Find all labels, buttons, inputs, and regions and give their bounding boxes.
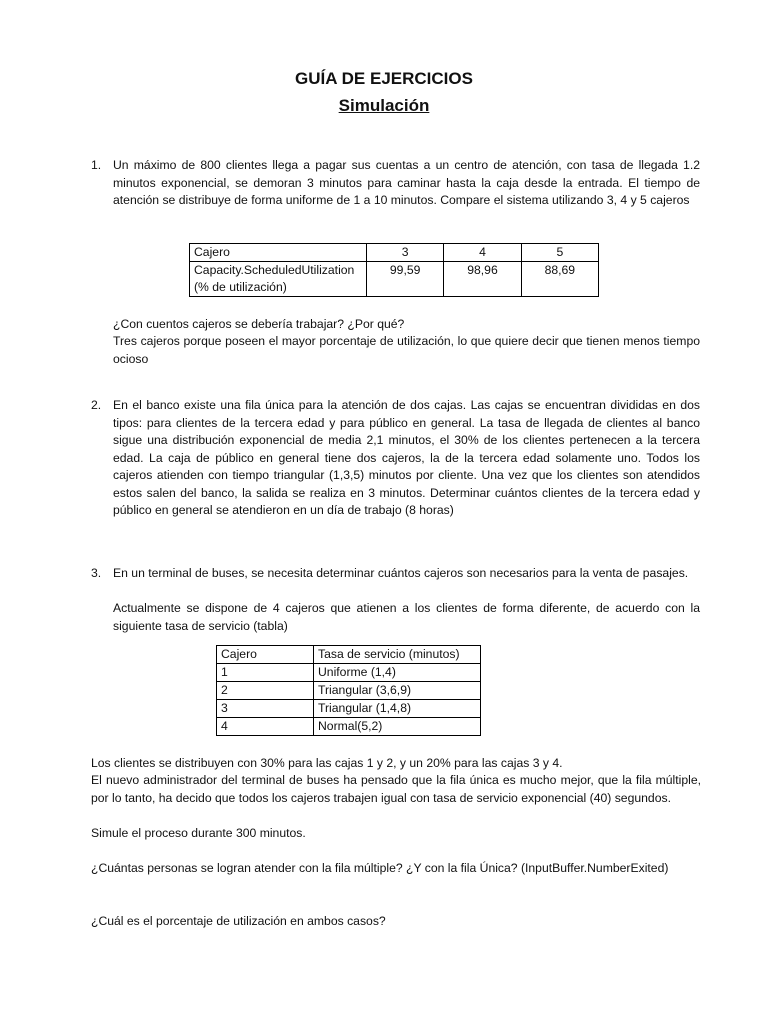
table-row [190, 244, 599, 262]
table-header-cell: Tasa de servicio (minutos) [314, 646, 481, 664]
table-cell: 98,96 [444, 262, 521, 297]
table-header-cell: Cajero [190, 244, 367, 262]
table-row [217, 646, 481, 664]
exercise-3-paragraph-3: Simule el proceso durante 300 minutos. [91, 826, 306, 840]
table-cell: 4 [217, 718, 314, 736]
row-label-line-2: (% de utilización) [194, 280, 287, 294]
exercise-3-text-1: En un terminal de buses, se necesita determinar cuántos cajeros son necesarios para la venta de pasajes. [113, 566, 689, 580]
table-row [217, 718, 481, 736]
table-header-cell: Cajero [217, 646, 314, 664]
exercise-3-question-2: ¿Cuál es el porcentaje de utilización en ambos casos? [91, 914, 386, 928]
table-cell: Triangular (3,6,9) [314, 682, 481, 700]
service-rate-table [216, 645, 481, 736]
table-cell: 2 [217, 682, 314, 700]
exercise-1-question: ¿Con cuentos cajeros se debería trabajar? ¿Por qué? [113, 317, 405, 331]
exercise-3-paragraph-2: El nuevo administrador del terminal de buses ha pensado que la fila única es mucho mejor, que la fila múltiple, por lo tanto, ha decido que todos los cajeros trabajen igual con tasa de servicio exponencial (40) segundos. [91, 773, 701, 805]
exercise-3-number: 3. [91, 566, 102, 580]
document-subtitle: Simulación [338, 96, 430, 115]
utilization-table [189, 243, 599, 297]
table-cell: Triangular (1,4,8) [314, 700, 481, 718]
exercise-2-text: En el banco existe una fila única para la atención de dos cajas. Las cajas se encuentran divididas en dos tipos: para clientes de la tercera edad y para público en general. La tasa de llegada de clientes al banco sigue una distribución exponencial de media 2,1 minutos, el 30% de los clientes pertenecen a la tercera edad. La caja de público en general tiene dos cajeros, la de la tercera edad solamente uno. Todos los cajeros atienden con tiempo triangular (1,3,5) minutos por cliente. Una vez que los clientes son atendidos estos salen del banco, la salida se realiza en 3 minutos. Determinar cuántos clientes de la tercera edad y público en general se atendieron en un día de trabajo (8 horas) [113, 398, 700, 517]
table-row-label [190, 262, 367, 297]
table-header-cell: 5 [521, 244, 598, 262]
table-cell: 99,59 [367, 262, 444, 297]
table-header-cell: 3 [367, 244, 444, 262]
exercise-2-number: 2. [91, 398, 102, 412]
exercise-3-paragraph-1: Los clientes se distribuyen con 30% para las cajas 1 y 2, y un 20% para las cajas 3 y 4. [91, 756, 563, 770]
table-row [217, 664, 481, 682]
table-cell: 88,69 [521, 262, 598, 297]
table-row [217, 700, 481, 718]
exercise-1-answer: Tres cajeros porque poseen el mayor porcentaje de utilización, lo que quiere decir que tienen menos tiempo ocioso [113, 334, 700, 366]
table-cell: Normal(5,2) [314, 718, 481, 736]
exercise-3-question-1: ¿Cuántas personas se logran atender con la fila múltiple? ¿Y con la fila Única? (InputBuffer.NumberExited) [91, 861, 669, 875]
exercise-1-number: 1. [91, 158, 102, 172]
table-cell: Uniforme (1,4) [314, 664, 481, 682]
table-cell: 3 [217, 700, 314, 718]
table-row [217, 682, 481, 700]
table-cell: 1 [217, 664, 314, 682]
exercise-1-text: Un máximo de 800 clientes llega a pagar sus cuentas a un centro de atención, con tasa de llegada 1.2 minutos exponencial, se demoran 3 minutos para caminar hasta la caja desde la entrada. El tiempo de atención se distribuye de forma uniforme de 1 a 10 minutos. Compare el sistema utilizando 3, 4 y 5 cajeros [113, 158, 700, 207]
table-header-cell: 4 [444, 244, 521, 262]
table-row [190, 262, 599, 297]
exercise-3-text-2: Actualmente se dispone de 4 cajeros que atienen a los clientes de forma diferente, de acuerdo con la siguiente tasa de servicio (tabla) [113, 601, 700, 633]
row-label-line-1: Capacity.ScheduledUtilization [194, 263, 355, 277]
document-title: GUÍA DE EJERCICIOS [295, 69, 473, 88]
